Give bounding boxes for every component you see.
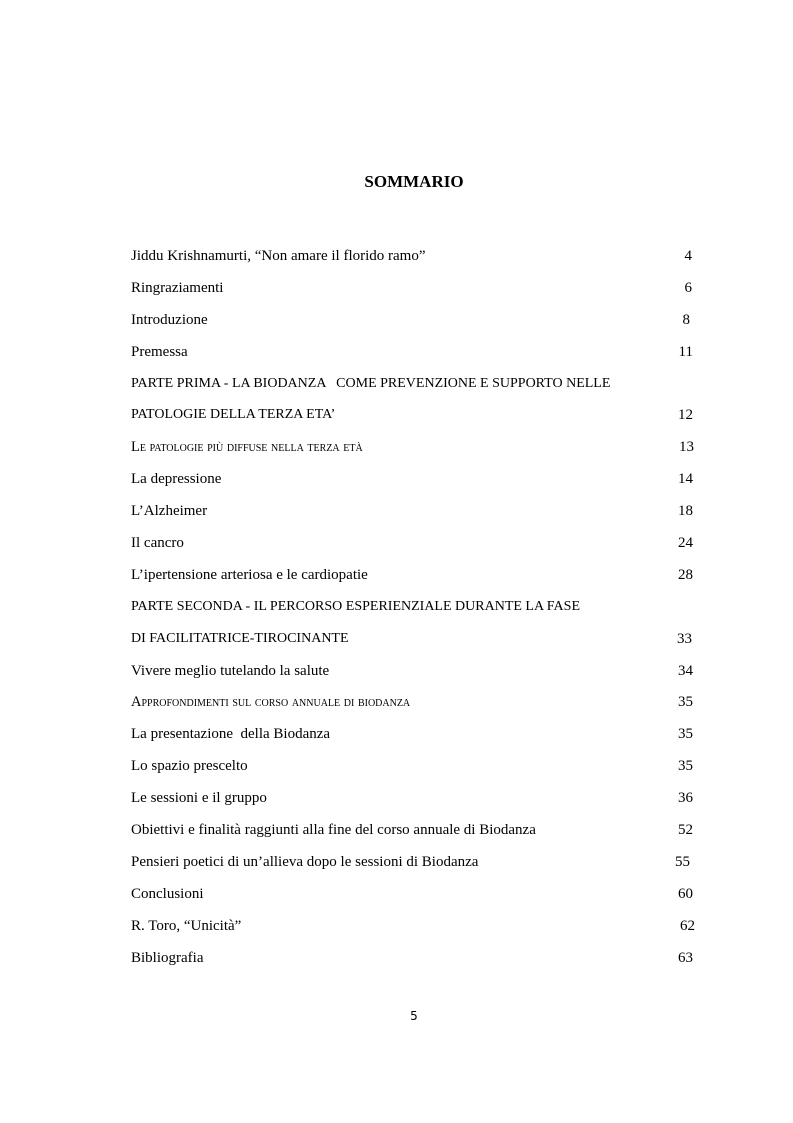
toc-entry-page: 14: [678, 471, 693, 488]
toc-entry-title: R. Toro, “Unicità”: [131, 917, 242, 934]
toc-entry-title: La presentazione della Biodanza: [131, 726, 331, 743]
toc-entry-title: Lo spazio prescelto: [131, 758, 248, 775]
toc-entry-page: 52: [678, 822, 693, 839]
toc-entry-title: Obiettivi e finalità raggiunti alla fine del corso annuale di Biodanza: [131, 822, 536, 839]
toc-entry: [131, 786, 694, 818]
toc-entry: [131, 850, 694, 882]
toc-entry: [131, 659, 694, 691]
toc-entry-title: PATOLOGIE DELLA TERZA ETA’: [131, 407, 336, 423]
toc-entry-title: Premessa: [131, 343, 188, 360]
toc-entry-title: PARTE PRIMA - LA BIODANZA COME PREVENZIONE E SUPPORTO NELLE: [131, 375, 611, 391]
toc-entry: [131, 308, 694, 340]
page-number: 5: [410, 1009, 418, 1023]
toc-entry: [131, 882, 694, 914]
toc-entry-page: 11: [678, 343, 693, 360]
toc-entry: [131, 722, 694, 754]
table-of-contents: [131, 244, 694, 977]
toc-entry: [131, 946, 694, 978]
toc-entry: [131, 627, 694, 659]
toc-entry-title: PARTE SECONDA - IL PERCORSO ESPERIENZIALE DURANTE LA FASE: [131, 598, 581, 614]
toc-entry-page: 28: [678, 566, 693, 583]
toc-entry-title: La depressione: [131, 471, 222, 488]
toc-entry-page: 12: [678, 407, 693, 424]
toc-entry: [131, 531, 694, 563]
toc-entry-page: 18: [678, 503, 693, 520]
toc-entry-title: L’Alzheimer: [131, 503, 208, 520]
toc-entry: [131, 276, 694, 308]
toc-entry-page: 24: [678, 535, 693, 552]
toc-entry: [131, 754, 694, 786]
toc-entry-page: 36: [678, 790, 693, 807]
toc-entry-title: Conclusioni: [131, 885, 204, 902]
toc-entry: [131, 563, 694, 595]
toc-entry-page: 33: [677, 630, 692, 647]
toc-entry-title: Le patologie più diffuse nella terza età: [131, 439, 363, 456]
toc-entry-page: 62: [680, 917, 695, 934]
toc-entry: [131, 435, 694, 467]
toc-entry: [131, 690, 694, 722]
toc-entry-page: 13: [679, 439, 694, 456]
toc-entry-page: 35: [678, 758, 693, 775]
toc-entry: [131, 372, 694, 404]
page-title: SOMMARIO: [364, 172, 464, 191]
toc-entry: [131, 244, 694, 276]
toc-entry-title: DI FACILITATRICE-TIROCINANTE: [131, 630, 349, 646]
toc-entry: [131, 499, 694, 531]
toc-entry-page: 35: [678, 726, 693, 743]
toc-entry-page: 35: [678, 694, 693, 711]
toc-entry: [131, 467, 694, 499]
toc-entry-page: 60: [678, 885, 693, 902]
toc-entry-title: Le sessioni e il gruppo: [131, 790, 267, 807]
toc-entry-page: 34: [678, 662, 693, 679]
toc-entry-title: Jiddu Krishnamurti, “Non amare il florido ramo”: [131, 248, 426, 264]
toc-entry-page: 55: [675, 853, 690, 870]
toc-entry-title: L’ipertensione arteriosa e le cardiopatie: [131, 566, 368, 583]
toc-entry-title: Il cancro: [131, 535, 184, 552]
toc-entry-title: Ringraziamenti: [131, 279, 224, 296]
toc-entry: [131, 403, 694, 435]
toc-entry: [131, 914, 694, 946]
toc-entry: [131, 340, 694, 372]
toc-entry-title: Approfondimenti sul corso annuale di biodanza: [131, 694, 411, 711]
toc-entry: [131, 595, 694, 627]
toc-entry-title: Vivere meglio tutelando la salute: [131, 662, 330, 679]
toc-entry-page: 63: [678, 949, 693, 966]
toc-entry-page: 4: [684, 248, 692, 264]
toc-entry-page: 8: [682, 311, 690, 328]
toc-entry-title: Introduzione: [131, 311, 208, 328]
toc-entry-page: 6: [684, 279, 692, 296]
toc-entry-title: Bibliografia: [131, 949, 204, 966]
toc-entry-title: Pensieri poetici di un’allieva dopo le sessioni di Biodanza: [131, 853, 479, 870]
toc-entry: [131, 818, 694, 850]
